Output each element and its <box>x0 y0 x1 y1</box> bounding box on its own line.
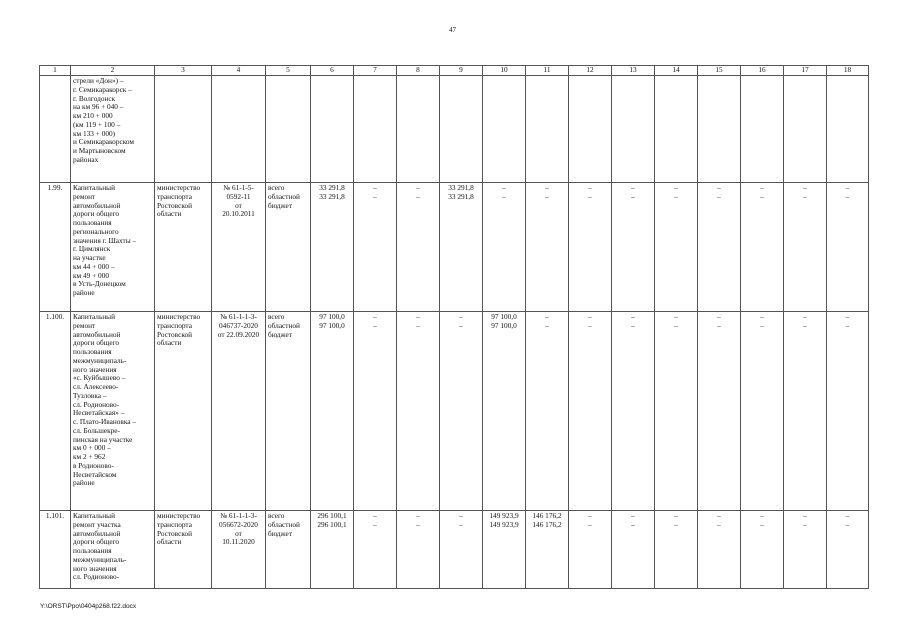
column-header: 9 <box>440 66 483 76</box>
value-cell: – – <box>526 183 569 312</box>
column-header: 3 <box>155 66 212 76</box>
value-cell: – – <box>784 511 827 589</box>
value-cell <box>526 76 569 183</box>
value-cell: 146 176,2 146 176,2 <box>526 511 569 589</box>
value-cell <box>741 76 784 183</box>
value-cell: – – <box>569 312 612 511</box>
value-cell <box>655 76 698 183</box>
value-cell: – – <box>612 183 655 312</box>
column-number-row <box>40 66 869 76</box>
value-cell <box>612 76 655 183</box>
value-cell: – – <box>655 312 698 511</box>
column-header: 10 <box>483 66 526 76</box>
column-header: 2 <box>71 66 155 76</box>
column-header: 4 <box>212 66 266 76</box>
value-cell: – – <box>397 183 440 312</box>
object-name-cell: стрели «Дон») – г. Семикаракорск – г. Волгодонск на км 96 + 040 – км 210 + 000 (км 119 + 100 – км 133 + 000) и Семикаракорском и Мартыновском районах <box>71 76 155 183</box>
value-cell <box>440 76 483 183</box>
column-header: 13 <box>612 66 655 76</box>
value-cell: – – <box>827 312 869 511</box>
value-cell: – – <box>655 511 698 589</box>
column-header: 5 <box>266 66 311 76</box>
table-row <box>40 76 869 183</box>
value-cell: – – <box>827 511 869 589</box>
row-number-cell: 1.99. <box>40 183 71 312</box>
value-cell: 33 291,8 33 291,8 <box>311 183 354 312</box>
value-cell: 97 100,0 97 100,0 <box>483 312 526 511</box>
organization-cell: министерство транспорта Ростовской области <box>155 511 212 589</box>
value-cell: – – <box>483 183 526 312</box>
value-cell: 33 291,8 33 291,8 <box>440 183 483 312</box>
row-number-cell: 1.100. <box>40 312 71 511</box>
value-cell <box>311 76 354 183</box>
value-cell <box>397 76 440 183</box>
row-number-cell <box>40 76 71 183</box>
value-cell: – – <box>698 183 741 312</box>
object-name-cell: Капитальный ремонт автомобильной дороги общего пользования регионального значения г. Шахты – г. Цимлянск на участке км 44 + 000 – км 49 + 000 в Усть-Донецком районе <box>71 183 155 312</box>
column-header: 14 <box>655 66 698 76</box>
value-cell: – – <box>354 511 397 589</box>
column-header: 7 <box>354 66 397 76</box>
value-cell <box>827 76 869 183</box>
value-cell: – – <box>741 312 784 511</box>
document-cell <box>212 76 266 183</box>
organization-cell: министерство транспорта Ростовской области <box>155 312 212 511</box>
column-header: 12 <box>569 66 612 76</box>
value-cell: – – <box>526 312 569 511</box>
file-path-footer: Y:\ORST\Ppo\0404p268.f22.docx <box>40 603 137 610</box>
value-cell: – – <box>698 511 741 589</box>
document-cell: № 61-1-5- 0592-11 от 20.10.2011 <box>212 183 266 312</box>
column-header: 11 <box>526 66 569 76</box>
column-header: 1 <box>40 66 71 76</box>
value-cell <box>569 76 612 183</box>
value-cell: – – <box>655 183 698 312</box>
table-row <box>40 511 869 589</box>
value-cell: – – <box>397 312 440 511</box>
value-cell: – – <box>784 312 827 511</box>
object-name-cell: Капитальный ремонт автомобильной дороги общего пользования межмуниципаль- ного значения «с. Куйбышево – сл. Алексеево- Тузловка – сл. Родионово- Несветайская» – с. Плато-Ивановка – сл. Большекре- пинская на участке км 0 + 000 – км 2 + 962 в Родионово- Несветайском районе <box>71 312 155 511</box>
organization-cell <box>155 76 212 183</box>
value-cell: – – <box>569 183 612 312</box>
row-number-cell: 1.101. <box>40 511 71 589</box>
value-cell: – – <box>569 511 612 589</box>
table-row <box>40 312 869 511</box>
value-cell: – – <box>784 183 827 312</box>
value-cell: – – <box>741 183 784 312</box>
value-cell: – – <box>741 511 784 589</box>
value-cell: 149 923,9 149 923,9 <box>483 511 526 589</box>
column-header: 6 <box>311 66 354 76</box>
value-cell: – – <box>397 511 440 589</box>
funding-source-cell: всего областной бюджет <box>266 312 311 511</box>
value-cell: – – <box>827 183 869 312</box>
value-cell: 296 100,1 296 100,1 <box>311 511 354 589</box>
value-cell <box>354 76 397 183</box>
value-cell: – – <box>354 312 397 511</box>
value-cell: – – <box>440 312 483 511</box>
budget-table <box>39 65 869 589</box>
value-cell: 97 100,0 97 100,0 <box>311 312 354 511</box>
column-header: 15 <box>698 66 741 76</box>
table-body <box>40 76 869 589</box>
value-cell <box>698 76 741 183</box>
value-cell <box>483 76 526 183</box>
value-cell: – – <box>698 312 741 511</box>
value-cell <box>784 76 827 183</box>
page-number: 47 <box>449 26 456 34</box>
document-cell: № 61-1-1-3- 046737-2020 от 22.09.2020 <box>212 312 266 511</box>
value-cell: – – <box>354 183 397 312</box>
funding-source-cell: всего областной бюджет <box>266 183 311 312</box>
organization-cell: министерство транспорта Ростовской области <box>155 183 212 312</box>
column-header: 16 <box>741 66 784 76</box>
value-cell: – – <box>612 312 655 511</box>
table-row <box>40 183 869 312</box>
funding-source-cell <box>266 76 311 183</box>
value-cell: – – <box>612 511 655 589</box>
value-cell: – – <box>440 511 483 589</box>
column-header: 18 <box>827 66 869 76</box>
column-header: 17 <box>784 66 827 76</box>
object-name-cell: Капитальный ремонт участка автомобильной дороги общего пользования межмуниципаль- ного значения сл. Родионово- <box>71 511 155 589</box>
column-header: 8 <box>397 66 440 76</box>
funding-source-cell: всего областной бюджет <box>266 511 311 589</box>
document-cell: № 61-1-1-3- 056672-2020 от 10.11.2020 <box>212 511 266 589</box>
